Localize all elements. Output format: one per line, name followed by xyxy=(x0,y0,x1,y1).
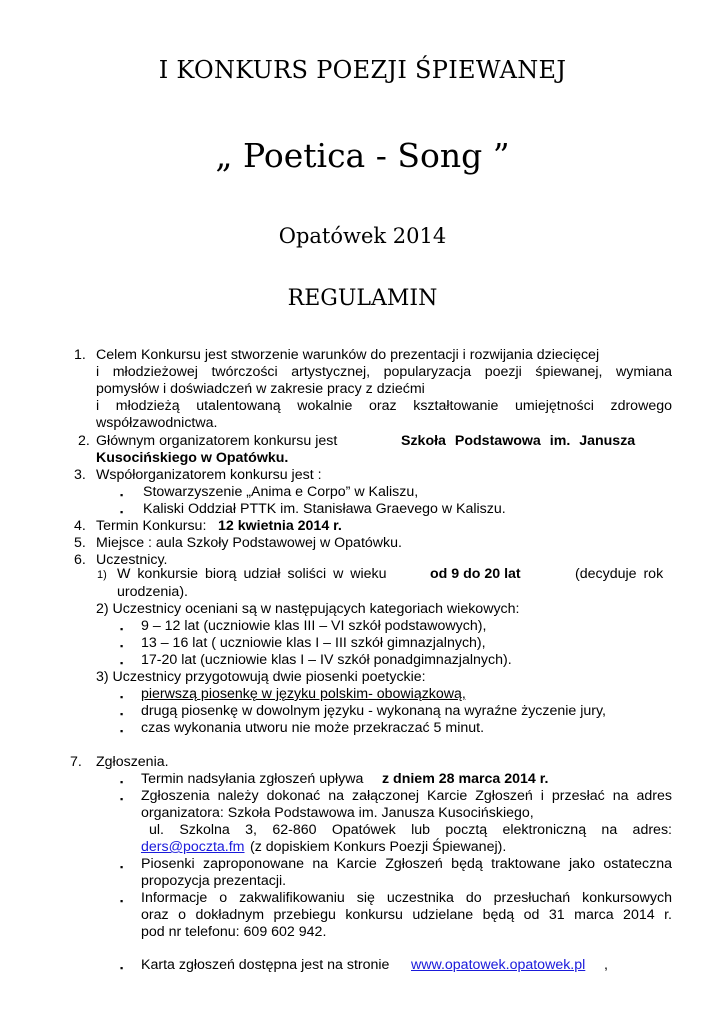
form-available-label: Karta zgłoszeń dostępna jest na stronie xyxy=(141,957,390,973)
application-line-2: organizatora: Szkoła Podstawowa im. Janusza Kusocińskiego, xyxy=(141,805,534,821)
info-line-3: pod nr telefonu: 609 602 942. xyxy=(141,924,327,940)
bullet-icon: ▪ xyxy=(120,490,124,500)
bullet-icon: ▪ xyxy=(120,709,124,719)
item-7-title: Zgłoszenia. xyxy=(96,754,169,770)
bullet-icon: ▪ xyxy=(120,726,124,736)
bullet-icon: ▪ xyxy=(120,896,124,906)
contest-title: I KONKURS POEZJI ŚPIEWANEJ xyxy=(158,56,567,84)
item-1-line-5: współzawodnictwa. xyxy=(96,415,218,431)
location-year: Opatówek 2014 xyxy=(278,224,447,248)
item-1-line-3: pomysłów i doświadczeń w zakresie pracy z dziećmi xyxy=(96,381,425,397)
form-available-comma: , xyxy=(604,957,608,973)
item-2-line-2: Kusocińskiego w Opatówku. xyxy=(96,450,289,466)
item-6-sub-3: 3) Uczestnicy przygotowują dwie piosenki poetyckie: xyxy=(96,669,426,685)
application-line-1: Zgłoszenia należy dokonać na załączonej Karcie Zgłoszeń i przesłać na adres xyxy=(141,788,672,804)
item-3-line-1: Współorganizatorem konkursu jest : xyxy=(96,467,322,483)
item-5-text: Miejsce : aula Szkoły Podstawowej w Opatówku. xyxy=(96,535,402,551)
songs-line-1: Piosenki zaproponowane na Karcie Zgłoszeń będą traktowane jako ostateczna xyxy=(141,856,672,872)
item-1-line-1: Celem Konkursu jest stworzenie warunków do prezentacji i rozwijania dziecięcej xyxy=(96,347,600,363)
item-6-sub-1-line-2: urodzenia). xyxy=(117,584,188,600)
song-requirement-2: drugą piosenkę w dowolnym języku - wykonaną na wyraźne życzenie jury, xyxy=(141,703,606,719)
item-4-label: Termin Konkursu: xyxy=(96,518,207,534)
category-1: 9 – 12 lat (uczniowie klas III – VI szkół podstawowych), xyxy=(141,618,487,634)
bullet-icon: ▪ xyxy=(120,507,124,517)
item-1-line-4: i młodzieżą utalentowaną wokalnie oraz kształtowanie umiejętności zdrowego xyxy=(96,398,672,414)
songs-line-2: propozycja prezentacji. xyxy=(141,873,287,889)
item-3-bullet-1: Stowarzyszenie „Anima e Corpo” w Kaliszu, xyxy=(143,484,419,500)
item-6-sub-1-number: 1) xyxy=(97,569,107,581)
deadline-date: z dniem 28 marca 2014 r. xyxy=(382,771,549,787)
bullet-icon: ▪ xyxy=(120,658,124,668)
item-4-date: 12 kwietnia 2014 r. xyxy=(218,518,342,534)
item-6-sub-1-a: W konkursie biorą udział soliści w wieku xyxy=(117,566,387,582)
category-3: 17-20 lat (uczniowie klas I – IV szkół ponadgimnazjalnych). xyxy=(141,652,512,668)
bullet-icon: ▪ xyxy=(120,624,124,634)
item-5-number: 5. xyxy=(74,535,86,551)
category-2: 13 – 16 lat ( uczniowie klas I – III szkół gimnazjalnych), xyxy=(141,635,486,651)
deadline-label: Termin nadsyłania zgłoszeń upływa xyxy=(141,771,364,787)
website-link[interactable]: www.opatowek.opatowek.pl xyxy=(411,957,586,973)
bullet-icon: ▪ xyxy=(120,777,124,787)
song-requirement-3: czas wykonania utworu nie może przekraczać 5 minut. xyxy=(141,720,485,736)
info-line-1: Informacje o zakwalifikowaniu się uczestnika do przesłuchań konkursowych xyxy=(141,890,672,906)
item-2-number: 2. xyxy=(78,433,90,449)
item-6-sub-2: 2) Uczestnicy oceniani są w następujących kategoriach wiekowych: xyxy=(96,601,520,617)
email-link[interactable]: ders@poczta.fm xyxy=(141,839,245,855)
item-3-bullet-2: Kaliski Oddział PTTK im. Stanisława Graevego w Kaliszu. xyxy=(143,501,506,517)
item-2-line-1a: Głównym organizatorem konkursu jest xyxy=(96,433,338,449)
application-line-3: ul. Szkolna 3, 62-860 Opatówek lub pocztą elektroniczną na adres: xyxy=(149,822,672,838)
regulations-heading: REGULAMIN xyxy=(287,286,438,311)
item-4-number: 4. xyxy=(74,518,86,534)
item-7-number: 7. xyxy=(70,754,82,770)
item-1-number: 1. xyxy=(74,347,86,363)
item-1-line-2: i młodzieżowej twórczości artystycznej, popularyzacja poezji śpiewanej, wymiana xyxy=(96,364,672,380)
bullet-icon: ▪ xyxy=(120,641,124,651)
bullet-icon: ▪ xyxy=(120,794,124,804)
item-3-number: 3. xyxy=(74,467,86,483)
contest-name: „ Poetica - Song ” xyxy=(215,136,510,175)
info-line-2: oraz o dokładnym przebiegu konkursu udzielane będą od 31 marca 2014 r. xyxy=(141,907,672,923)
song-requirement-1: pierwszą piosenkę w języku polskim- obowiązkową, xyxy=(141,686,466,702)
bullet-icon: ▪ xyxy=(120,963,124,973)
application-line-4: (z dopiskiem Konkurs Poezji Śpiewanej). xyxy=(250,839,507,855)
item-6-age-range: od 9 do 20 lat xyxy=(430,566,521,582)
item-2-school-name: Szkoła Podstawowa im. Janusza xyxy=(401,433,636,449)
bullet-icon: ▪ xyxy=(120,692,124,702)
item-6-title: Uczestnicy. xyxy=(96,552,168,568)
item-6-sub-1-c: (decyduje rok xyxy=(575,566,664,582)
item-6-number: 6. xyxy=(74,552,86,568)
bullet-icon: ▪ xyxy=(120,862,124,872)
